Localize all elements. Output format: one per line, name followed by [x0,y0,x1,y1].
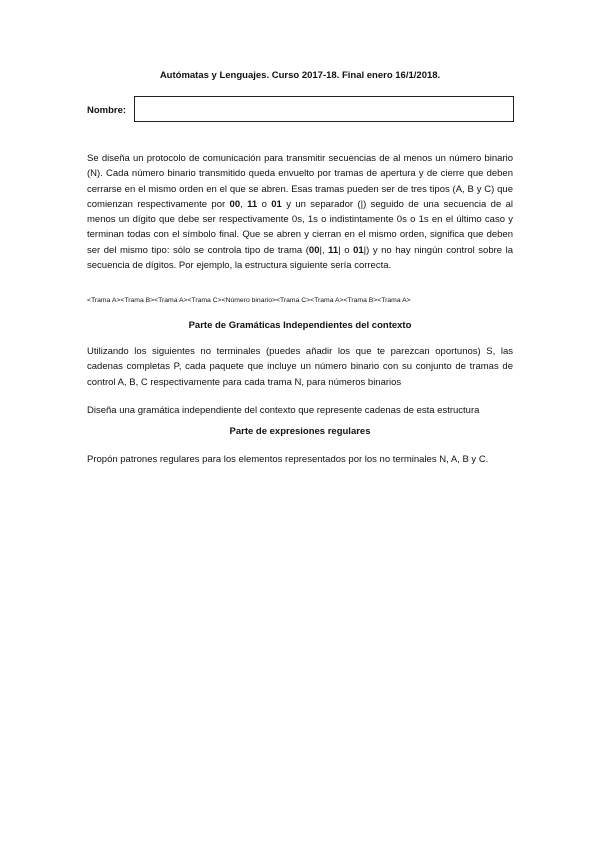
section-heading-grammars: Parte de Gramáticas Independientes del contexto [188,320,412,331]
document-title: Autómatas y Lenguajes. Curso 2017-18. Final enero 16/1/2018. [159,70,441,81]
name-label: Nombre: [87,105,127,116]
code-01: 01 [271,198,282,210]
frame-structure-example: <Trama A><Trama B><Trama A><Trama C><Número binario><Trama C><Trama A><Trama B><Trama A> [87,297,411,304]
code-00: 00 [229,198,241,210]
grammar-task: Diseña una gramática independiente del contexto que represente cadenas de esta estructura [87,405,480,416]
grammar-instructions: Utilizando los siguientes no terminales (puedes añadir los que te parezcan oportunos) S, las cadenas completas P, cada paquete que incluye un número binario con su conjunto de tramas de control A, B, C respectivamente para cada trama N, para números binarios [87,346,513,388]
code-11: 11 [247,198,258,210]
regex-task: Propón patrones regulares para los elementos representados por los no terminales N, A, B y C. [87,454,489,465]
section-heading-regex: Parte de expresiones regulares [229,426,371,437]
name-field[interactable] [134,96,514,122]
intro-paragraph: Se diseña un protocolo de comunicación para transmitir secuencias de al menos un número binario (N). Cada número binario transmitido queda envuelto por tramas de apertura y de cierre que deben cerrarse en el mismo orden en el que se abren. Esas tramas pueden ser de tres tipos (A, B y C) que comienzan respectivamente por 00, 11 o 01 y un separador (|) seguido de una secuencia de al menos un dígito que debe ser respectivamente 0s, 1s o indistintamente 0s o 1s en el último caso y terminan todas con el símbolo final. Que se abren y cierran en el mismo orden, significa que deben ser del mismo tipo: sólo se controla tipo de trama (00|, 11| o 01|) y no hay ningún control sobre la secuencia de dígitos. Por ejemplo, la estructura siguiente sería correcta. [87,153,514,272]
